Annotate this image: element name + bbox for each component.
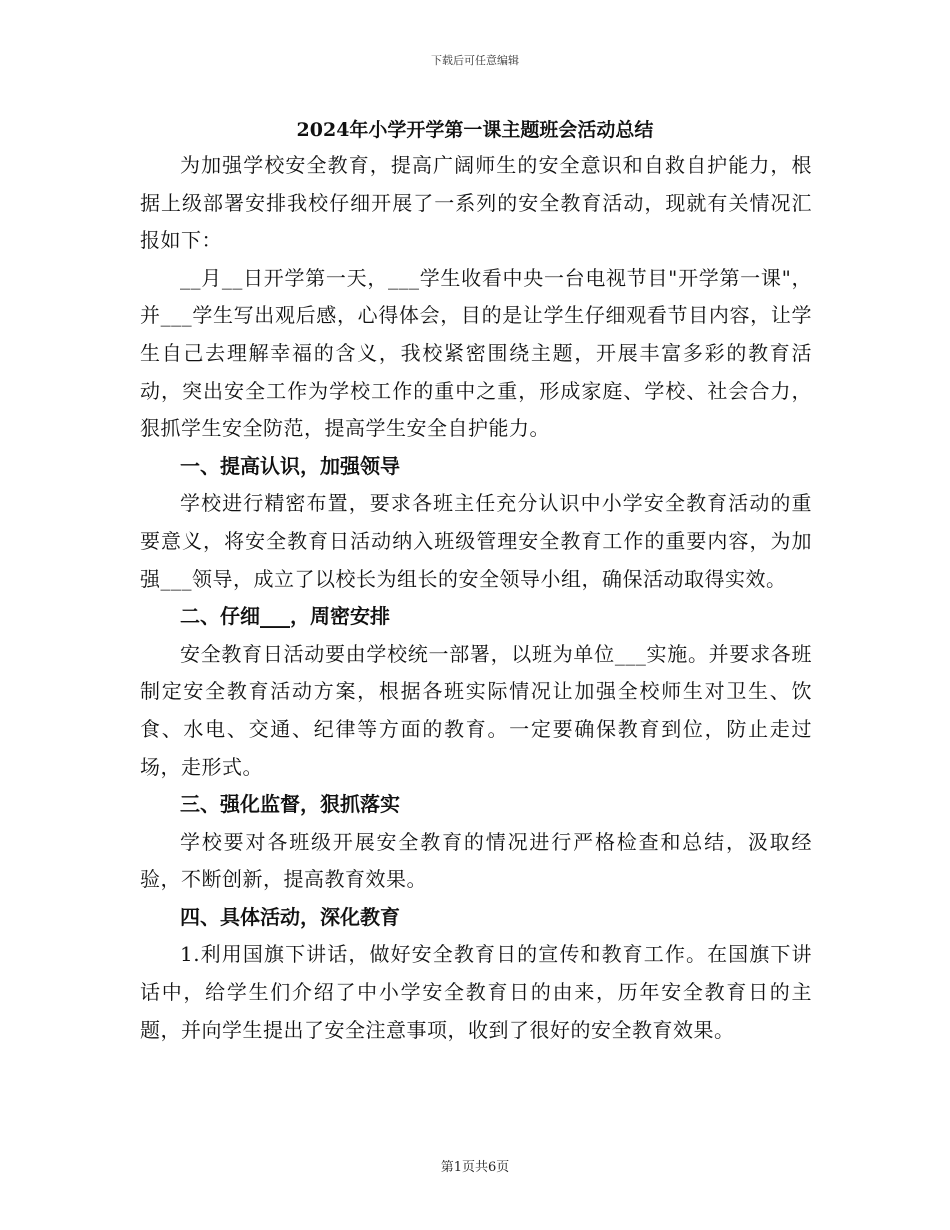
page-footer-number: 第1页共6页 xyxy=(440,1160,510,1175)
intro-paragraph: 为加强学校安全教育，提高广阔师生的安全意识和自救自护能力，根据上级部署安排我校仔细开展了一系列的安全教育活动，现就有关情况汇报如下： xyxy=(140,153,812,253)
section-heading-4: 四、具体活动，深化教育 xyxy=(180,904,400,929)
document-title: 2024年小学开学第一课主题班会活动总结 xyxy=(296,119,654,141)
section-heading-3: 三、强化监督，狠抓落实 xyxy=(180,792,400,817)
paragraph-first-day: __月__日开学第一天，___学生收看中央一台电视节目"开学第一课"，并___学生写出观后感，心得体会，目的是让学生仔细观看节目内容，让学生自己去理解幸福的含义，我校紧密围绕主题，开展丰富多彩的教育活动，突出安全工作为学校工作的重中之重，形成家庭、学校、社会合力，狠抓学生安全防范，提高学生安全自护能力。 xyxy=(140,265,812,441)
paragraph-section-2: 安全教育日活动要由学校统一部署，以班为单位___实施。并要求各班制定安全教育活动方案，根据各班实际情况让加强全校师生对卫生、饮食、水电、交通、纪律等方面的教育。一定要确保教育到位，防止走过场，走形式。 xyxy=(140,641,812,779)
section-heading-1: 一、提高认识，加强领导 xyxy=(180,453,400,478)
section-heading-2: 二、仔细___，周密安排 xyxy=(180,604,390,629)
paragraph-section-1: 学校进行精密布置，要求各班主任充分认识中小学安全教育活动的重要意义，将安全教育日活动纳入班级管理安全教育工作的重要内容，为加强___领导，成立了以校长为组长的安全领导小组，确保活动取得实效。 xyxy=(140,491,812,591)
paragraph-section-4: 1.利用国旗下讲话，做好安全教育日的宣传和教育工作。在国旗下讲话中，给学生们介绍了中小学安全教育日的由来，历年安全教育日的主题，并向学生提出了安全注意事项，收到了很好的安全教育效果。 xyxy=(140,942,812,1042)
document-body xyxy=(140,147,812,1049)
page-header-note: 下载后可任意编辑 xyxy=(431,54,519,67)
paragraph-section-3: 学校要对各班级开展安全教育的情况进行严格检查和总结，汲取经验，不断创新，提高教育效果。 xyxy=(140,829,812,892)
